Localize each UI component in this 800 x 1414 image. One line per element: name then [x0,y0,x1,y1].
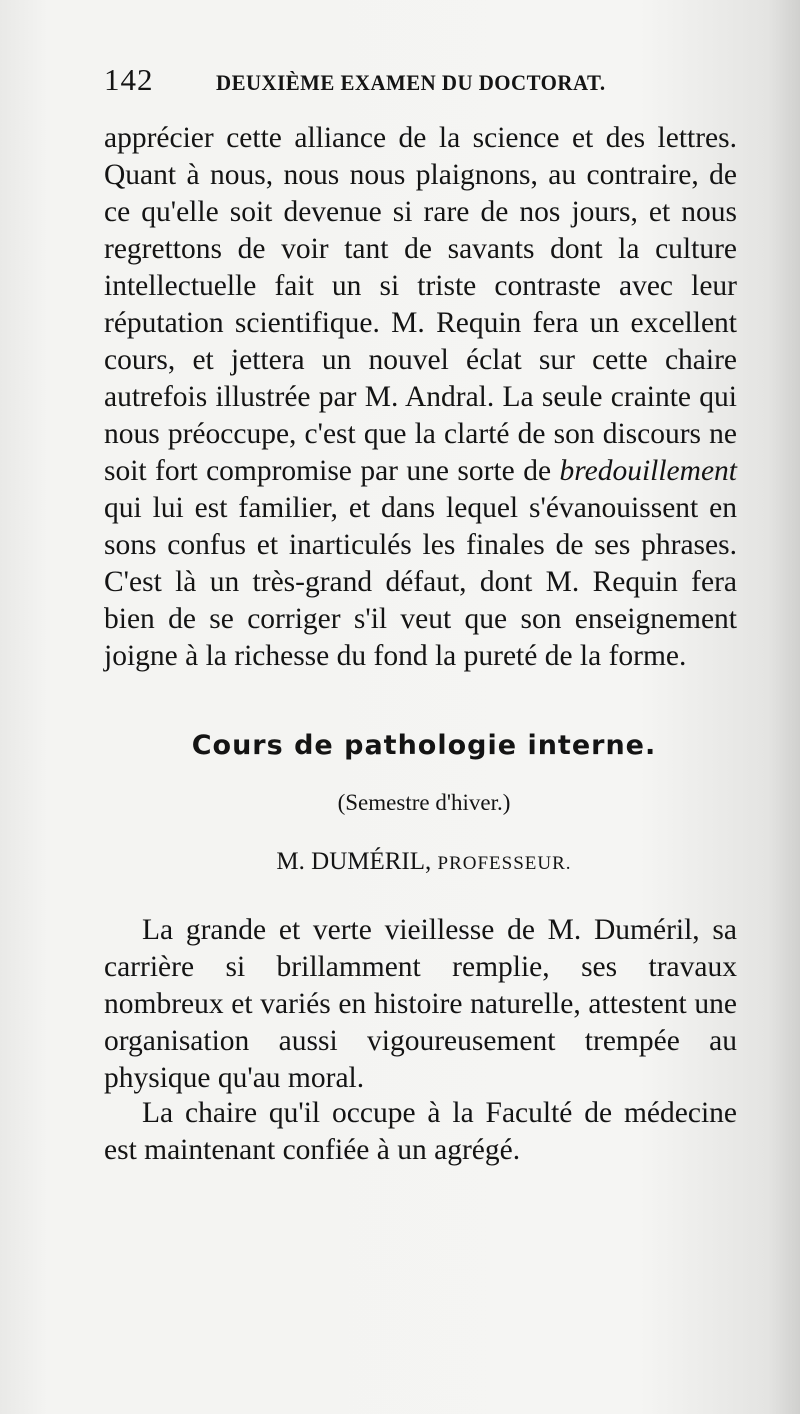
page-header [104,62,744,102]
page-number: 142 [104,62,154,97]
paragraph-continued [104,120,737,675]
paragraph-dumeril [104,912,737,1097]
professor-name: M. DUMÉRIL, [276,848,432,875]
paragraph-text: La grande et verte vieillesse de M. Duméril, sa carrière si brillamment remplie, ses travaux nombreux et variés en histoire naturelle, attestent une organisation aussi vigoureusement trempée au physique qu'au moral. [104,914,737,1094]
paragraph-chaire [104,1095,737,1169]
paragraph-text: apprécier cette alliance de la science et des lettres. Quant à nous, nous nous plaignons, au contraire, de ce qu'elle soit devenue si rare de nos jours, et nous regrettons de voir tant de savants dont la culture intellectuelle fait un si triste contraste avec leur réputation scientifique. M. Requin fera un excellent cours, et jettera un nouvel éclat sur cette chaire autrefois illustrée par M. Andral. La seule crainte qui nous préoccupe, c'est que la clarté de son discours ne soit fort compromise par une sorte de [104,122,737,487]
paragraph-text-end: qui lui est familier, et dans lequel s'évanouissent en sons confus et inarticulés les finales de ses phrases. C'est là un très-grand défaut, dont M. Requin fera bien de se corriger s'il veut que son enseignement joigne à la richesse du fond la pureté de la forme. [104,492,737,672]
professor-role: PROFESSEUR. [437,853,572,874]
paragraph-text: La chaire qu'il occupe à la Faculté de médecine est maintenant confiée à un agrégé. [104,1097,737,1166]
section-heading: Cours de pathologie interne. [191,730,657,761]
running-head: DEUXIÈME EXAMEN DU DOCTORAT. [216,70,606,95]
semester-note: (Semestre d'hiver.) [337,790,511,815]
italic-term: bredouillement [559,455,737,487]
professor-line [104,848,744,876]
